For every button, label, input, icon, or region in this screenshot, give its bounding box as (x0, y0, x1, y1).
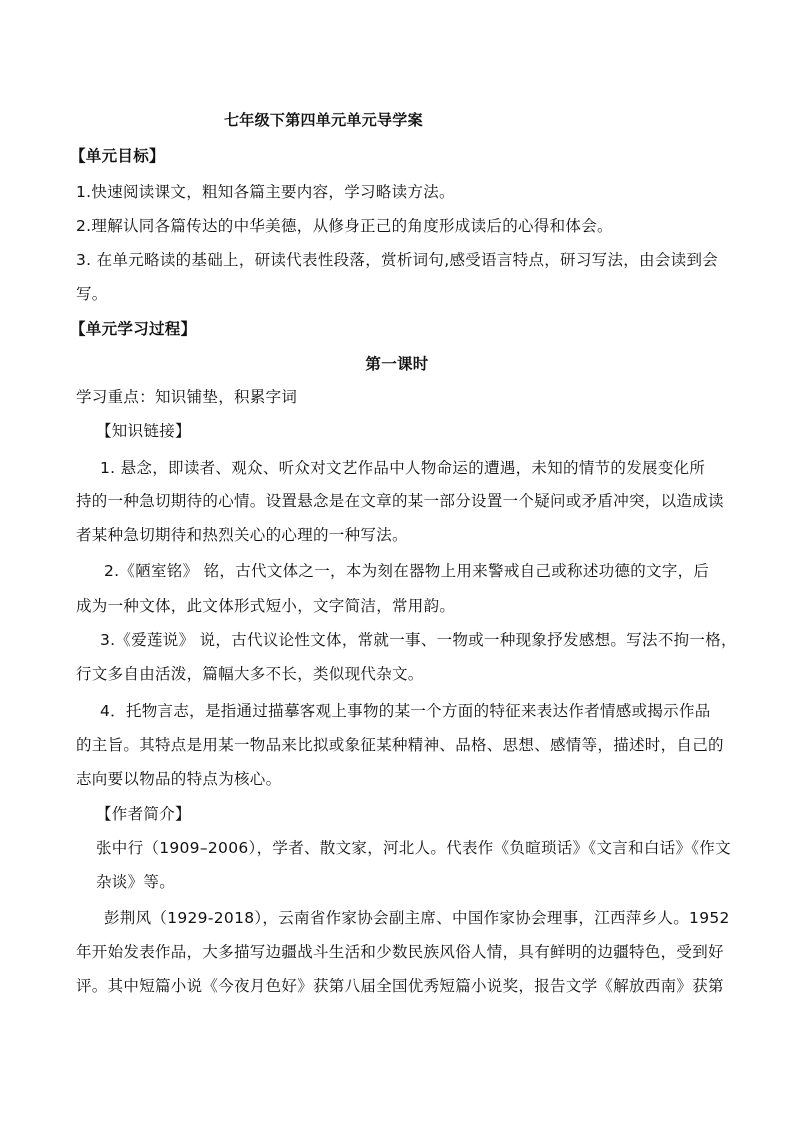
knowledge-line: 行文多自由活泼，篇幅大多不长，类似现代杂文。 (76, 665, 424, 683)
knowledge-heading: 【知识链接】 (96, 422, 191, 440)
goal-item-1: 1.快速阅读课文，粗知各篇主要内容，学习略读方法。 (76, 183, 455, 201)
author-bio-line: 彭荆风（1929-2018），云南省作家协会副主席、中国作家协会理事，江西萍乡人。1952 (104, 909, 730, 927)
lesson-title: 第一课时 (365, 355, 429, 373)
knowledge-line: 4．托物言志，是指通过描摹客观上事物的某一个方面的特征来表达作者情感或揭示作品 (100, 702, 711, 720)
knowledge-line: 志向要以物品的特点为核心。 (76, 770, 282, 788)
author-bio-line: 年开始发表作品，大多描写边疆战斗生活和少数民族风俗人情，具有鲜明的边疆特色，受到好 (76, 943, 724, 961)
knowledge-line: 成为一种文体，此文体形式短小，文字简洁，常用韵。 (76, 597, 456, 615)
document-title: 七年级下第四单元单元导学案 (224, 111, 423, 129)
knowledge-line: 3.《爱莲说》 说，古代议论性文体，常就一事、一物或一种现象抒发感想。写法不拘一格， (100, 631, 737, 649)
knowledge-line: 的主旨。其特点是用某一物品来比拟或象征某种精神、品格、思想、感情等，描述时，自己的 (76, 736, 724, 754)
goal-item-3-continued: 写。 (76, 285, 108, 303)
knowledge-line: 者某种急切期待和热烈关心的心理的一种写法。 (76, 526, 408, 544)
author-bio-line: 张中行（1909–2006），学者、散文家，河北人。代表作《负暄琐话》《文言和白话》《作文 (96, 839, 731, 857)
goal-item-3: 3. 在单元略读的基础上，研读代表性段落，赏析词句,感受语言特点，研习写法，由会读到会 (76, 251, 719, 269)
process-heading: 【单元学习过程】 (70, 320, 197, 338)
learning-focus: 学习重点：知识铺垫，积累字词 (76, 388, 298, 406)
author-bio-line: 评。其中短篇小说《今夜月色好》获第八届全国优秀短篇小说奖，报告文学《解放西南》获第 (76, 977, 724, 995)
author-heading: 【作者简介】 (96, 805, 191, 823)
goal-item-2: 2.理解认同各篇传达的中华美德，从修身正己的角度形成读后的心得和体会。 (76, 217, 613, 235)
unit-goal-heading: 【单元目标】 (70, 147, 165, 165)
knowledge-line: 1. 悬念，即读者、观众、听众对文艺作品中人物命运的遭遇，未知的情节的发展变化所 (100, 459, 706, 477)
author-bio-line: 杂谈》等。 (96, 873, 176, 891)
knowledge-line: 2.《陋室铭》 铭，古代文体之一，本为刻在器物上用来警戒自己或称述功德的文字，后 (104, 562, 710, 580)
knowledge-line: 持的一种急切期待的心情。设置悬念是在文章的某一部分设置一个疑问或矛盾冲突，以造成读 (76, 492, 724, 510)
